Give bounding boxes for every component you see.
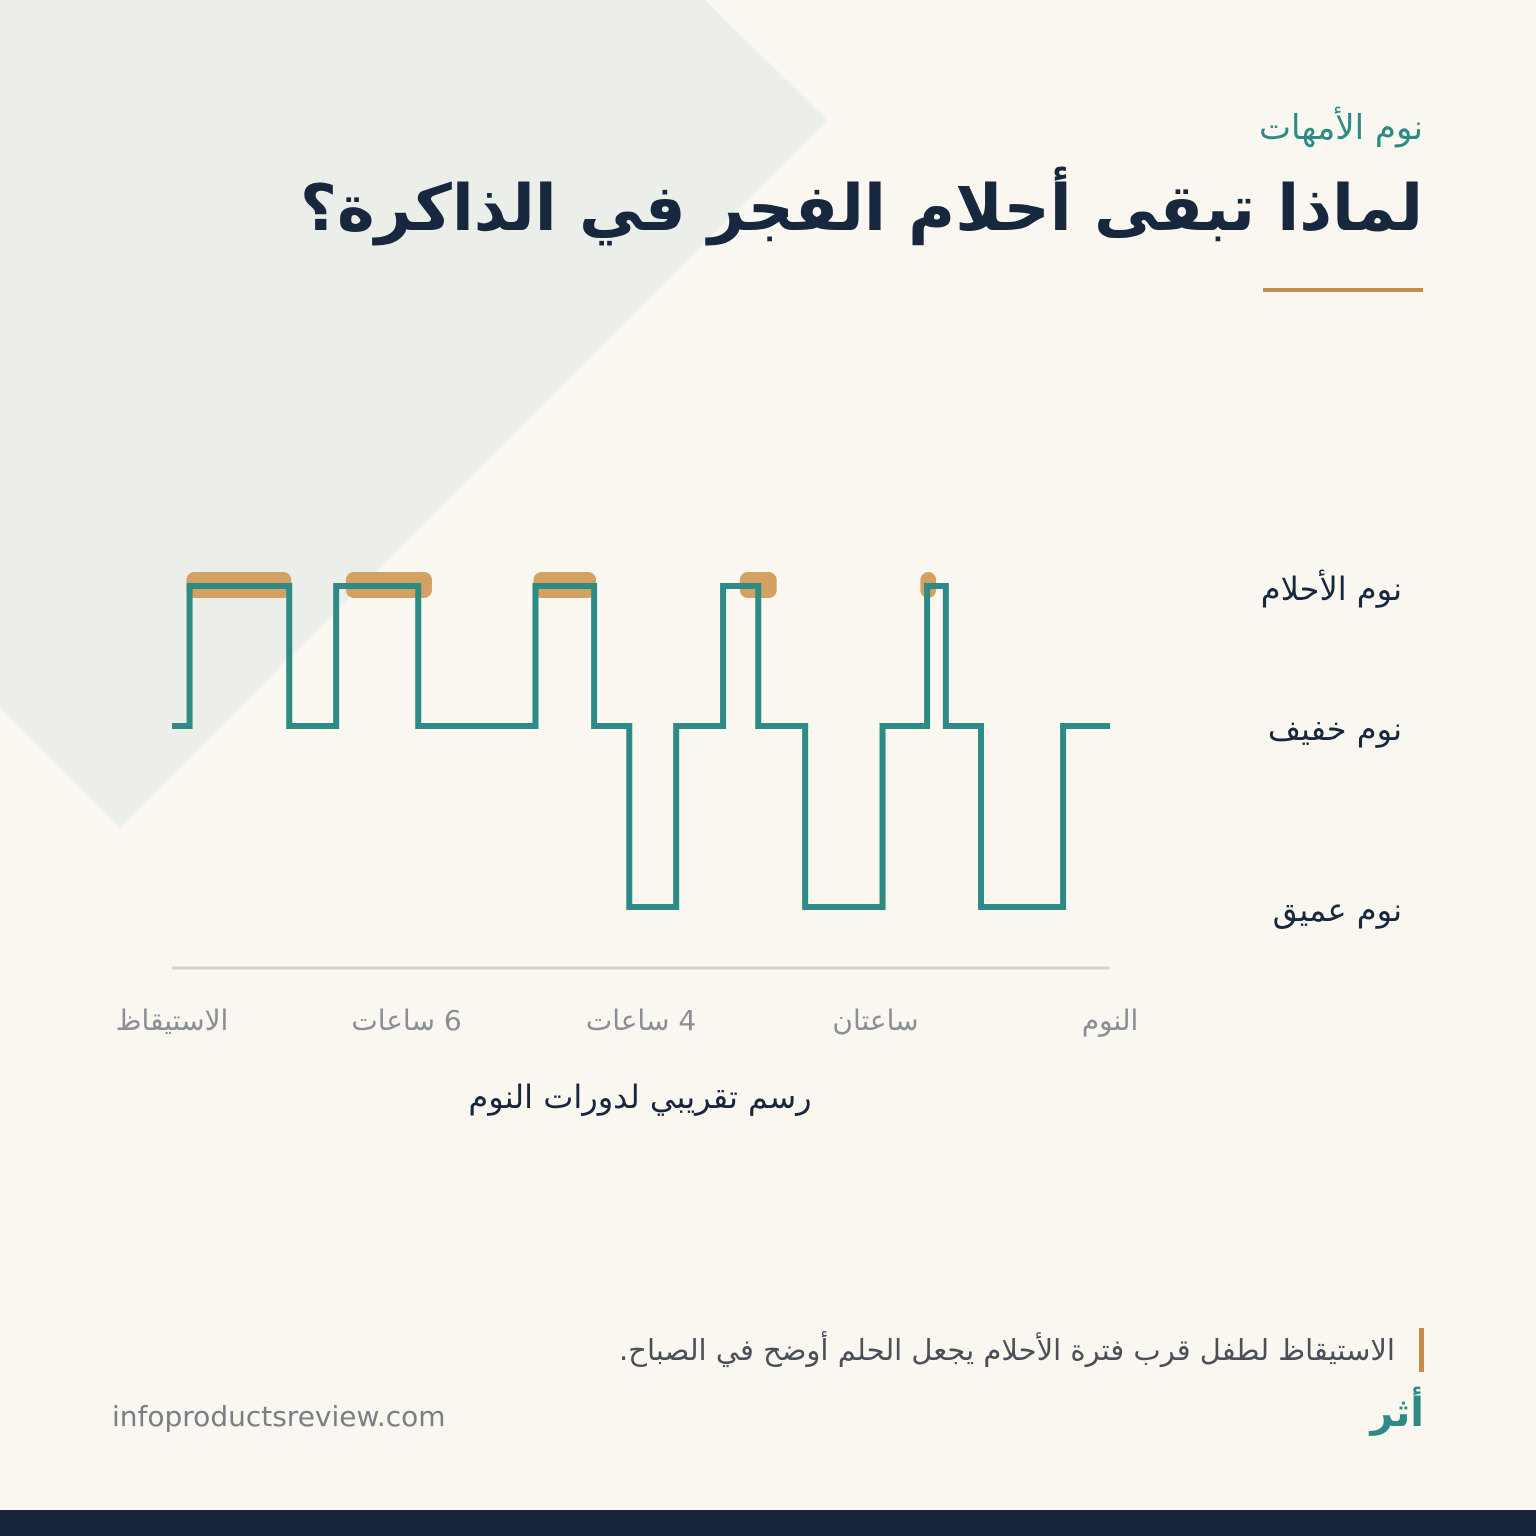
- category-label: نوم الأمهات: [1259, 108, 1423, 148]
- brand-logo: أثر: [1370, 1390, 1424, 1436]
- x-tick-label: 4 ساعات: [585, 1004, 697, 1037]
- y-level-label: نوم عميق: [1272, 891, 1402, 929]
- website-url: infoproductsreview.com: [112, 1400, 446, 1433]
- page-title: لماذا تبقى أحلام الفجر في الذاكرة؟: [299, 172, 1423, 246]
- bottom-bar: [0, 1510, 1536, 1536]
- x-tick-label: الاستيقاظ: [115, 1004, 229, 1037]
- x-tick-label: النوم: [1081, 1004, 1139, 1037]
- y-level-label: نوم الأحلام: [1260, 570, 1402, 608]
- chart-caption: رسم تقريبي لدورات النوم: [468, 1078, 812, 1116]
- y-level-label: نوم خفيف: [1267, 710, 1402, 748]
- hypnogram-line: [172, 586, 1110, 907]
- key-note: الاستيقاظ لطفل قرب فترة الأحلام يجعل الحلم أوضح في الصباح.: [619, 1328, 1424, 1372]
- x-tick-label: 6 ساعات: [351, 1004, 462, 1037]
- x-tick-label: ساعتان: [832, 1004, 919, 1037]
